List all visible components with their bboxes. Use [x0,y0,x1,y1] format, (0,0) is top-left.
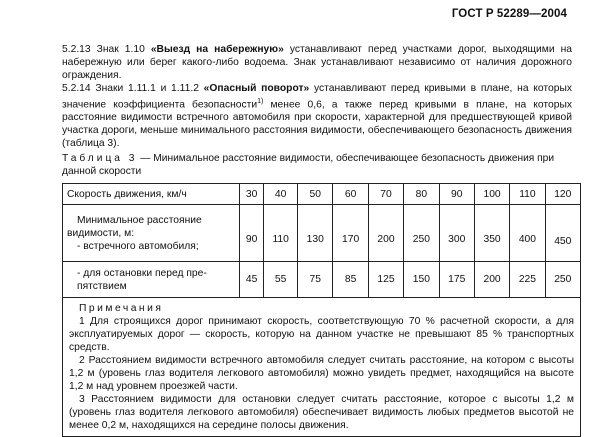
footnote-marker: 1) [257,98,264,105]
oncoming-cell: 400 [510,205,545,262]
oncoming-label-cell [63,205,240,262]
speed-cell: 80 [404,184,439,205]
speed-cell: 30 [240,184,264,205]
speed-cell: 40 [264,184,298,205]
notes-title: Примечания [79,303,164,314]
oncoming-cell: 130 [298,205,333,262]
oncoming-cell: 110 [264,205,298,262]
para1-lead: 5.2.13 Знак 1.10 [62,44,151,55]
obstacle-label-cell [63,262,240,298]
speed-cell: 70 [368,184,403,205]
oncoming-cell: 250 [404,205,439,262]
notes-cell [63,298,581,437]
speed-cell: 100 [474,184,509,205]
table-caption-label: Таблица 3 [62,153,138,164]
paragraph-5-2-14 [62,82,572,150]
note-3: 3 Расстоянием видимости для остановки следует считать расстояние, которое с высоты 1,2 м (уровень глаз водителя легкового автомобиля) обеспечивает видимость любых предметов высотой не менее 0,2 м, находящихся на середине полосы движения. [69,394,574,431]
oncoming-cell: 170 [333,205,368,262]
obstacle-row [63,262,581,298]
table-caption-text: — Минимальное расстояние видимости, обеспечивающее безопасность движения при данной скорости [62,153,555,177]
obstacle-cell: 200 [474,262,509,298]
obstacle-label-line1: - для остановки перед пре- [77,267,207,279]
oncoming-cell: 200 [368,205,403,262]
note-2: 2 Расстоянием видимости встречного автомобиля следует считать расстояние, на котором с высоты 1,2 м (уровень глаз водителя легкового автомобиля) можно увидеть предмет, находящийся на высоте 1,2 м над уровнем проезжей части. [69,355,574,392]
oncoming-row [63,205,581,262]
min-distance-label-line2: видимости, м: [67,227,135,239]
obstacle-label-line2: пятствием [77,280,127,292]
oncoming-cell: 450 [545,205,580,262]
obstacle-cell: 125 [368,262,403,298]
oncoming-cell: 300 [439,205,474,262]
speed-cell: 60 [333,184,368,205]
speed-cell: 90 [439,184,474,205]
speed-cell: 50 [298,184,333,205]
speed-cell: 110 [510,184,545,205]
oncoming-cell: 350 [474,205,509,262]
oncoming-label: - встречного автомобиля; [77,240,199,252]
oncoming-cell: 90 [240,205,264,262]
para2-sign-name: «Опасный поворот» [203,83,310,94]
obstacle-cell: 75 [298,262,333,298]
obstacle-cell: 85 [333,262,368,298]
para2-lead: 5.2.14 Знаки 1.11.1 и 1.11.2 [62,83,204,94]
para1-sign-name: «Выезд на набережную» [150,44,284,55]
obstacle-cell: 55 [264,262,298,298]
min-distance-label-line1: Минимальное расстояние [77,214,202,226]
obstacle-cell: 250 [545,262,580,298]
obstacle-cell: 175 [439,262,474,298]
para2-text-mid: устанавливают перед кривыми в плане, на которых значение коэффициента безопасности [62,83,572,111]
paragraph-5-2-13 [62,43,572,82]
para1-text: устанавливают перед участками дорог, выходящими на набережную или берег какого-либо водоема. Знак устанавливают независимо от наличия дорожного ограждения. [62,44,572,81]
speed-cell: 120 [545,184,580,205]
obstacle-cell: 225 [510,262,545,298]
visibility-table [62,183,581,437]
note-1: 1 Для строящихся дорог принимают скорость, соответствующую 70 % расчетной скорости, а для эксплуатируемых дорог — скорость, которую на данном участке не превышают 85 % транспортных средств. [69,316,574,353]
notes-row [63,298,581,437]
obstacle-cell: 150 [404,262,439,298]
document-header: ГОСТ Р 52289—2004 [451,8,567,20]
table-caption [62,152,577,178]
para2-text-rest: менее 0,6, а также перед кривыми в плане, на которых расстояние видимости встречного автомобиля при скорости, характерной для предшествующей кривой участка дороги, меньше минимального расстояния видимости, обеспечивающего безопасность движения (таблица 3). [62,99,572,150]
speed-label-cell: Скорость движения, км/ч [63,184,240,205]
speed-row [63,184,581,205]
obstacle-cell: 45 [240,262,264,298]
